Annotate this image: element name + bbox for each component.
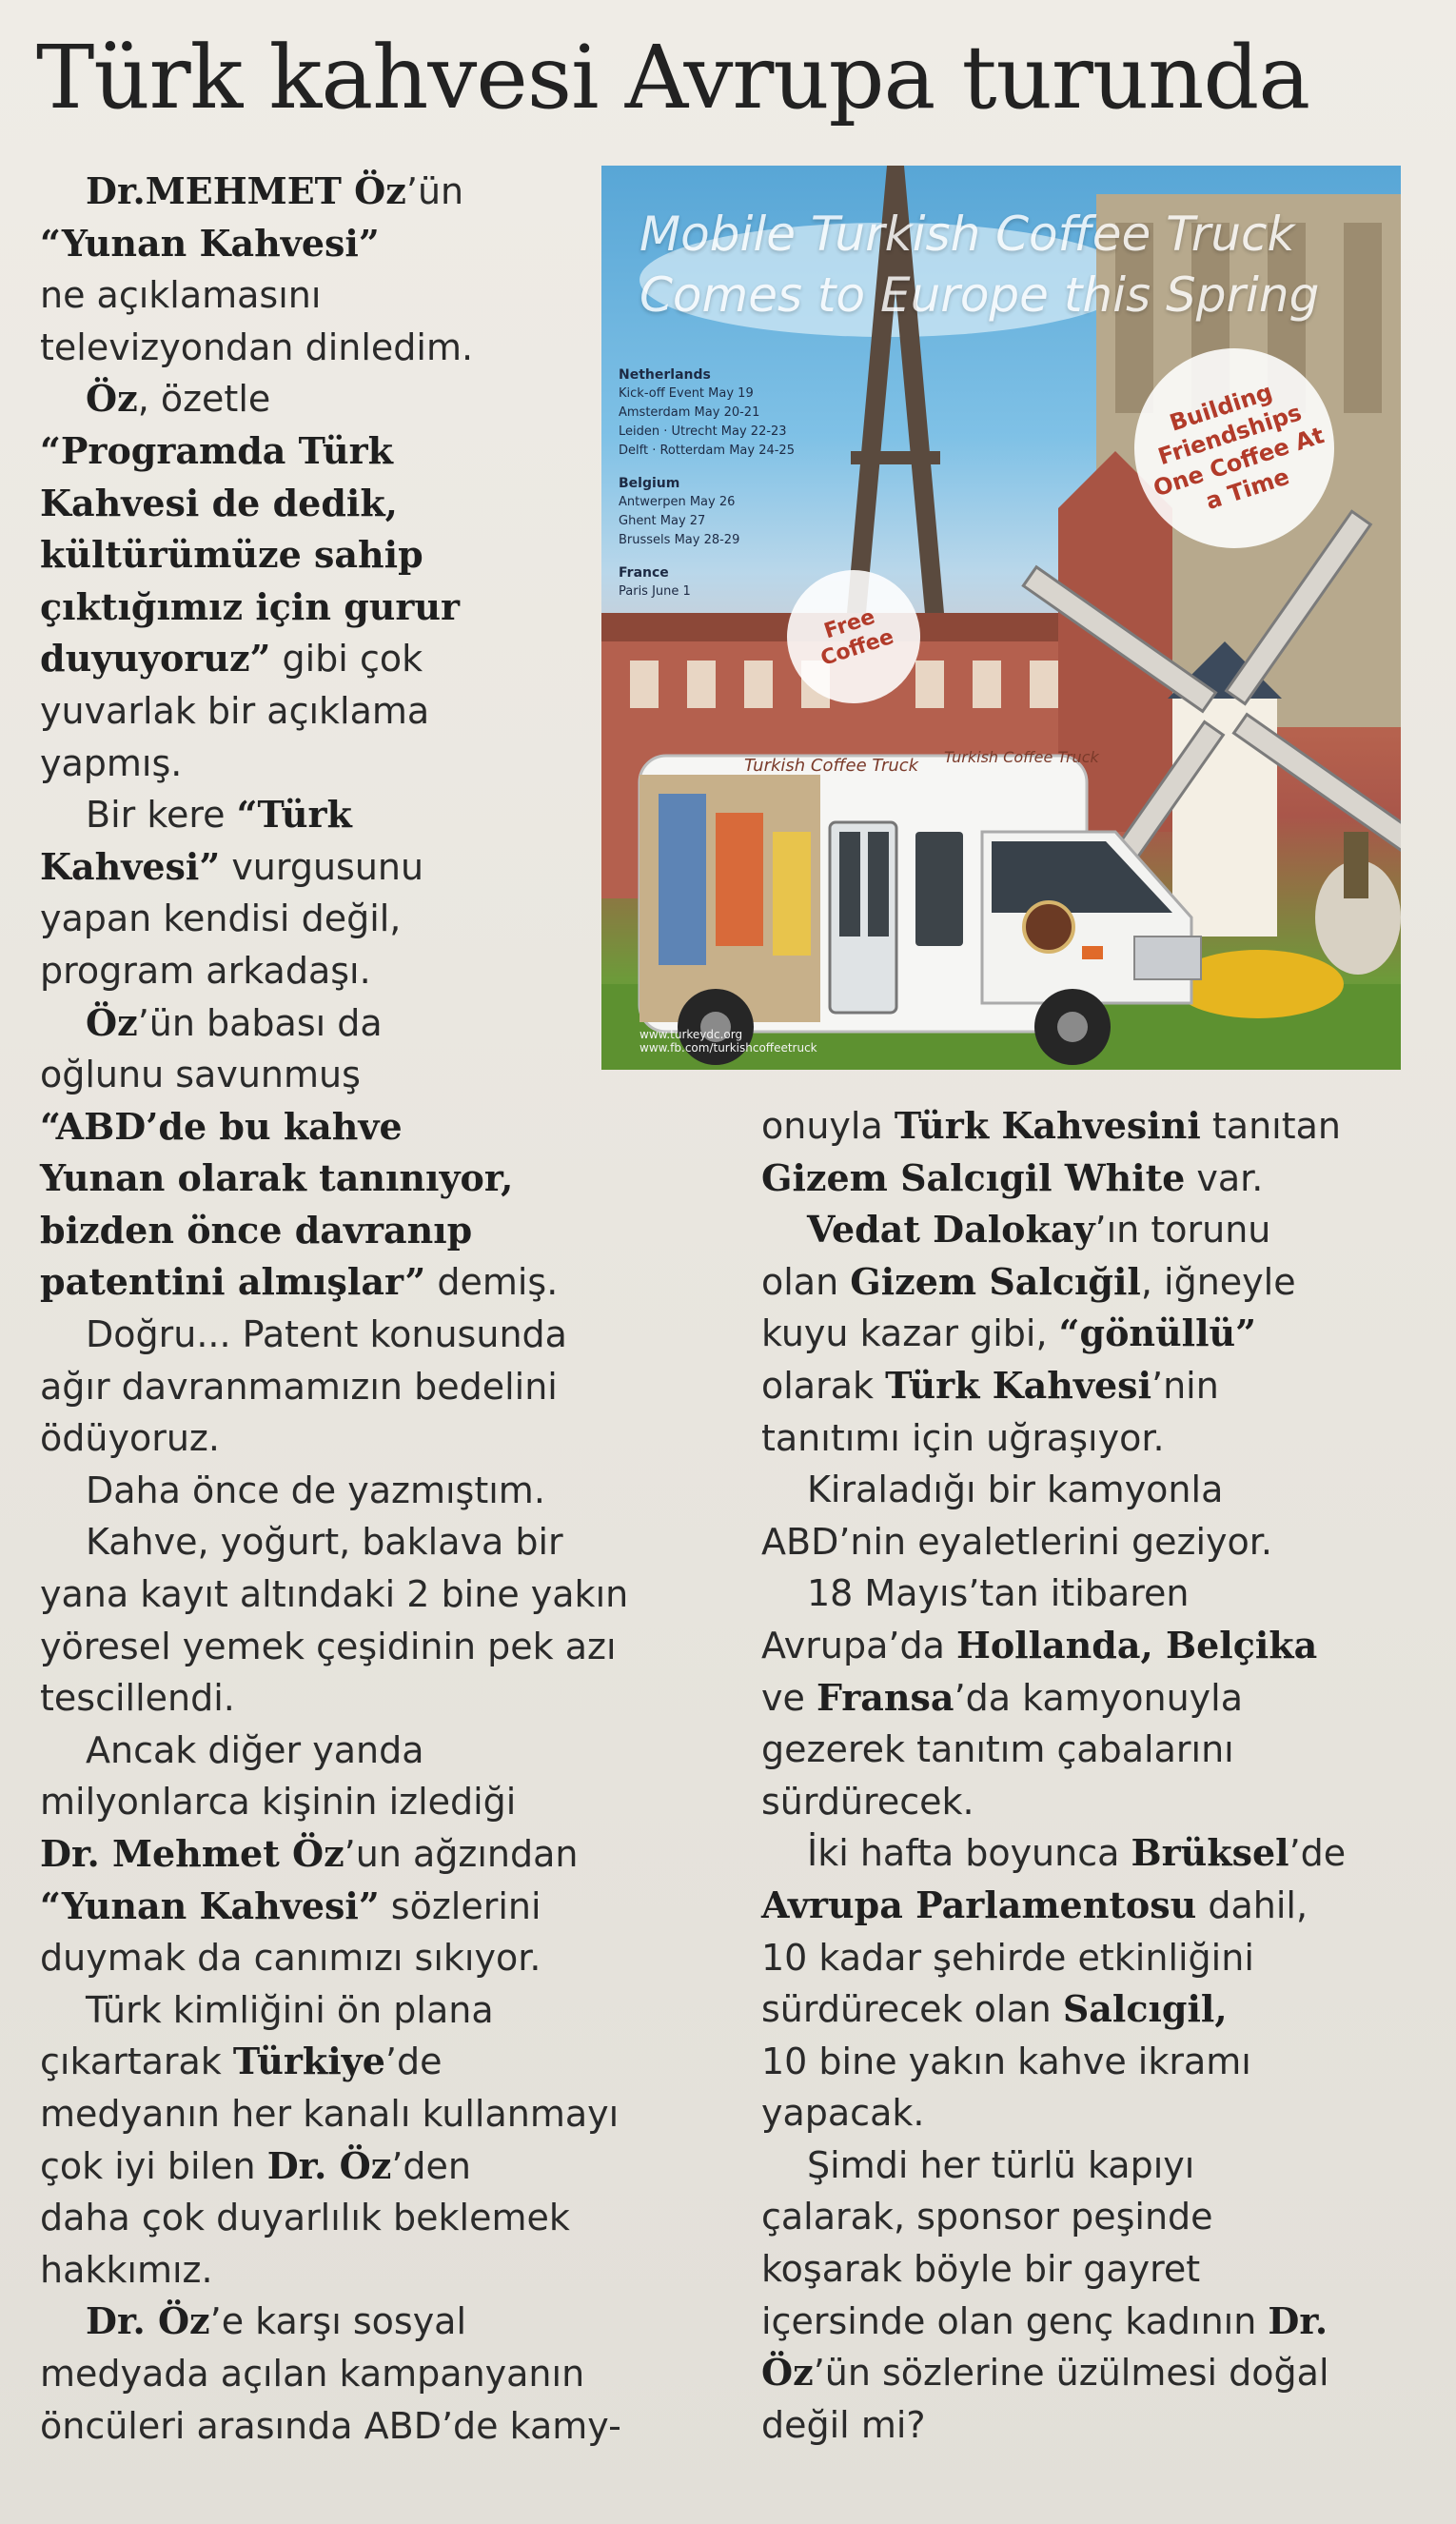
text-run: vurgusunu bbox=[220, 845, 424, 888]
text-run: tanıtımı için uğraşıyor. bbox=[761, 1416, 1165, 1459]
bold-text-run: Türk Kahvesini bbox=[894, 1104, 1201, 1147]
text-run: sürdürecek. bbox=[761, 1780, 974, 1823]
listing-stop: Amsterdam May 20-21 bbox=[619, 405, 760, 420]
text-run: gibi çok bbox=[270, 638, 423, 680]
article-line bbox=[761, 1672, 1427, 1725]
bold-text-run: Öz bbox=[86, 1000, 138, 1044]
text-run: çalarak, sponsor peşinde bbox=[761, 2196, 1213, 2238]
article-line bbox=[761, 2191, 1427, 2243]
article-line bbox=[40, 2036, 706, 2088]
article-line bbox=[761, 1724, 1427, 1776]
text-run: 18 Mayıs’tan itibaren bbox=[807, 1572, 1190, 1615]
bold-text-run: Salcıgil, bbox=[1062, 1987, 1228, 2031]
article-line bbox=[761, 2347, 1427, 2399]
text-run: ne açıklamasını bbox=[40, 274, 322, 317]
bold-text-run: bizden önce davranıp bbox=[40, 1208, 473, 1252]
text-run: ’den bbox=[391, 2144, 471, 2187]
article-line bbox=[40, 1153, 706, 1205]
text-run: çıkartarak bbox=[40, 2041, 233, 2083]
tour-schedule-listing bbox=[619, 365, 837, 615]
text-run: televizyondan dinledim. bbox=[40, 325, 474, 368]
text-run: ’da kamyonuyla bbox=[954, 1676, 1244, 1719]
listing-stop: Brussels May 28-29 bbox=[619, 533, 740, 547]
text-run: medyada açılan kampanyanın bbox=[40, 2352, 585, 2395]
text-run: ’ün babası da bbox=[137, 1001, 383, 1044]
text-run: Ancak diğer yanda bbox=[86, 1728, 424, 1771]
text-run: yapmış. bbox=[40, 741, 183, 784]
article-line bbox=[761, 1153, 1427, 1205]
bold-text-run: “gönüllü” bbox=[1058, 1311, 1257, 1355]
text-run: çok iyi bilen bbox=[40, 2144, 267, 2187]
article-line bbox=[40, 1309, 706, 1361]
banner-line-2: Comes to Europe this Spring bbox=[639, 267, 1320, 323]
bold-text-run: Türk Kahvesi bbox=[885, 1363, 1152, 1407]
article-line bbox=[761, 1568, 1427, 1620]
text-run: daha çok duyarlılık beklemek bbox=[40, 2197, 570, 2239]
article-line bbox=[40, 1361, 706, 1413]
article-line bbox=[761, 2243, 1427, 2296]
article-line bbox=[761, 2087, 1427, 2139]
article-line bbox=[761, 1360, 1427, 1412]
bold-text-run: Kahvesi” bbox=[40, 844, 221, 888]
text-run: oğlunu savunmuş bbox=[40, 1054, 361, 1096]
text-run: yuvarlak bir açıklama bbox=[40, 689, 430, 732]
text-run: yapacak. bbox=[761, 2092, 925, 2135]
text-run: 10 kadar şehirde etkinliğini bbox=[761, 1936, 1254, 1979]
listing-country: Netherlands bbox=[619, 367, 711, 383]
text-run: yapan kendisi değil, bbox=[40, 897, 402, 940]
text-run: Türk kimliğini ön plana bbox=[86, 1988, 494, 2031]
article-line bbox=[761, 1464, 1427, 1516]
article-line bbox=[761, 1932, 1427, 1984]
text-run: ’de bbox=[1289, 1832, 1347, 1875]
text-run: Kahve, yoğurt, baklava bir bbox=[86, 1521, 563, 1564]
listing-stop: Ghent May 27 bbox=[619, 514, 706, 528]
text-run: değil mi? bbox=[761, 2403, 926, 2446]
article-line bbox=[40, 1568, 706, 1621]
text-run: hakkımız. bbox=[40, 2248, 213, 2291]
bold-text-run: Vedat Dalokay bbox=[807, 1208, 1095, 1252]
bold-text-run: duyuyoruz” bbox=[40, 637, 271, 680]
article-line bbox=[40, 2140, 706, 2193]
listing-stop: Leiden · Utrecht May 22-23 bbox=[619, 424, 787, 439]
bold-text-run: Öz bbox=[86, 377, 138, 421]
article-line bbox=[40, 2088, 706, 2140]
article-line bbox=[761, 1516, 1427, 1568]
article-line bbox=[40, 1101, 706, 1154]
article-line bbox=[40, 1672, 706, 1725]
bold-text-run: Öz bbox=[761, 2351, 814, 2395]
text-run: Doğru... Patent konusunda bbox=[86, 1313, 567, 1356]
text-run: tanıtan bbox=[1200, 1105, 1341, 1147]
bold-text-run: “Türk bbox=[236, 793, 352, 837]
article-line bbox=[761, 2139, 1427, 2192]
text-run: ’ün sözlerine üzülmesi doğal bbox=[813, 2352, 1329, 2395]
truck-front-label: Turkish Coffee Truck bbox=[944, 748, 1099, 766]
url-line-1: www.turkeydc.org bbox=[639, 1028, 743, 1041]
photo-banner bbox=[639, 204, 1382, 325]
bold-text-run: Dr. Öz bbox=[86, 2299, 210, 2343]
text-run: İki hafta boyunca bbox=[807, 1832, 1131, 1875]
article-line bbox=[40, 1984, 706, 2037]
article-line bbox=[40, 1205, 706, 1257]
bold-text-run: Gizem Salcığil bbox=[850, 1259, 1141, 1303]
text-run: ve bbox=[761, 1676, 817, 1719]
text-run: gezerek tanıtım çabalarını bbox=[761, 1728, 1234, 1771]
slogan-badge: Building Friendships One Coffee At a Time bbox=[1109, 323, 1361, 575]
text-run: içersinde olan genç kadının bbox=[761, 2299, 1269, 2342]
article-line bbox=[40, 2296, 706, 2348]
listing-spacer bbox=[619, 550, 837, 563]
text-run: ’e karşı sosyal bbox=[209, 2300, 467, 2343]
text-run: ’un ağzından bbox=[344, 1833, 579, 1875]
text-run: tescillendi. bbox=[40, 1677, 235, 1720]
article-line bbox=[40, 1776, 706, 1828]
banner-line-1: Mobile Turkish Coffee Truck bbox=[639, 207, 1295, 262]
article-line bbox=[761, 1620, 1427, 1672]
text-run: yöresel yemek çeşidinin pek azı bbox=[40, 1625, 617, 1667]
text-run: Şimdi her türlü kapıyı bbox=[807, 2143, 1195, 2186]
text-run: kuyu kazar gibi, bbox=[761, 1312, 1059, 1355]
text-run: medyanın her kanalı kullanmayı bbox=[40, 2092, 620, 2135]
bold-text-run: kültürümüze sahip bbox=[40, 533, 423, 577]
photo-urls bbox=[639, 1028, 817, 1055]
bold-text-run: Dr. Öz bbox=[266, 2143, 392, 2187]
bold-text-run: çıktığımız için gurur bbox=[40, 584, 461, 628]
text-run: Kiraladığı bir kamyonla bbox=[807, 1469, 1224, 1511]
article-line bbox=[761, 2296, 1427, 2348]
article-line bbox=[761, 1412, 1427, 1465]
text-run: olarak bbox=[761, 1364, 886, 1407]
listing-country: Belgium bbox=[619, 476, 680, 491]
coffee-truck-photo bbox=[601, 166, 1401, 1070]
free-coffee-badge: Free Coffee bbox=[770, 553, 937, 720]
listing-stop: Antwerpen May 26 bbox=[619, 495, 736, 509]
bold-text-run: Hollanda, Belçika bbox=[955, 1623, 1318, 1666]
bold-text-run: Türkiye bbox=[232, 2040, 385, 2083]
article-line bbox=[40, 1725, 706, 1777]
text-run: 10 bine yakın kahve ikramı bbox=[761, 2040, 1251, 2082]
bold-text-run: “Yunan Kahvesi” bbox=[40, 221, 380, 265]
text-run: Avrupa’da bbox=[761, 1624, 956, 1666]
article-line bbox=[40, 1516, 706, 1568]
article-line bbox=[40, 2192, 706, 2244]
article-line bbox=[40, 1932, 706, 1984]
bold-text-run: Dr. bbox=[1268, 2298, 1328, 2342]
text-run: duymak da canımızı sıkıyor. bbox=[40, 1937, 541, 1980]
text-run: ’nin bbox=[1151, 1364, 1219, 1407]
text-run: dahil, bbox=[1196, 1883, 1308, 1926]
text-run: olan bbox=[761, 1260, 851, 1303]
headline: Türk kahvesi Avrupa turunda bbox=[36, 27, 1310, 128]
text-run: öncüleri arasında ABD’de kamy- bbox=[40, 2404, 621, 2447]
text-run: , özetle bbox=[137, 378, 271, 421]
article-line bbox=[761, 2036, 1427, 2088]
text-run: ağır davranmamızın bedelini bbox=[40, 1365, 558, 1408]
article-line bbox=[40, 1256, 706, 1309]
article-line bbox=[761, 1204, 1427, 1256]
text-run: ’ın torunu bbox=[1094, 1209, 1271, 1252]
text-run: sözlerini bbox=[379, 1884, 541, 1927]
bold-text-run: Kahvesi de dedik, bbox=[40, 481, 398, 524]
text-run: milyonlarca kişinin izlediği bbox=[40, 1781, 517, 1824]
article-line bbox=[761, 1308, 1427, 1360]
bold-text-run: “Programda Türk bbox=[40, 428, 393, 472]
text-run: ödüyoruz. bbox=[40, 1417, 220, 1460]
bold-text-run: Avrupa Parlamentosu bbox=[761, 1883, 1197, 1926]
bold-text-run: Dr. Mehmet Öz bbox=[40, 1832, 344, 1875]
article-line bbox=[40, 1465, 706, 1517]
text-run: ’ün bbox=[405, 170, 464, 212]
bold-text-run: Yunan olarak tanınıyor, bbox=[40, 1156, 514, 1200]
article-line bbox=[40, 2400, 706, 2453]
article-line bbox=[40, 2244, 706, 2297]
article-line bbox=[761, 1776, 1427, 1828]
article-line bbox=[761, 1827, 1427, 1880]
text-run: ’de bbox=[384, 2041, 443, 2083]
article-line bbox=[761, 1983, 1427, 2036]
article-line bbox=[40, 1881, 706, 1933]
text-run: Daha önce de yazmıştım. bbox=[86, 1469, 545, 1511]
article-line bbox=[761, 2399, 1427, 2452]
text-run: demiş. bbox=[425, 1261, 559, 1304]
bold-text-run: patentini almışlar” bbox=[40, 1260, 426, 1304]
text-run: var. bbox=[1185, 1156, 1264, 1199]
article-line bbox=[761, 1100, 1427, 1153]
bold-text-run: “ABD’de bu kahve bbox=[40, 1104, 403, 1148]
url-line-2: www.fb.com/turkishcoffeetruck bbox=[639, 1041, 817, 1055]
text-run: sürdürecek olan bbox=[761, 1988, 1063, 2031]
article-line bbox=[40, 1621, 706, 1673]
text-run: yana kayıt altındaki 2 bine yakın bbox=[40, 1573, 629, 1616]
text-run: ABD’nin eyaletlerini geziyor. bbox=[761, 1520, 1272, 1563]
article-line bbox=[40, 2348, 706, 2400]
listing-stop: Kick-off Event May 19 bbox=[619, 386, 754, 401]
bold-text-run: Brüksel bbox=[1131, 1831, 1289, 1875]
text-run: koşarak böyle bir gayret bbox=[761, 2248, 1201, 2291]
article-line bbox=[40, 1828, 706, 1881]
text-run: , iğneyle bbox=[1140, 1260, 1296, 1303]
text-run: onuyla bbox=[761, 1105, 895, 1147]
bold-text-run: Fransa bbox=[816, 1675, 954, 1719]
bold-text-run: “Yunan Kahvesi” bbox=[40, 1883, 380, 1927]
article-column-right bbox=[761, 1100, 1427, 2451]
listing-stop: Paris June 1 bbox=[619, 584, 691, 599]
article-line bbox=[40, 1412, 706, 1465]
bold-text-run: Dr.MEHMET Öz bbox=[86, 169, 406, 212]
article-line bbox=[761, 1880, 1427, 1932]
listing-stop: Delft · Rotterdam May 24-25 bbox=[619, 444, 795, 458]
listing-country: France bbox=[619, 565, 669, 581]
listing-spacer bbox=[619, 461, 837, 474]
article-line bbox=[761, 1256, 1427, 1309]
bold-text-run: Gizem Salcıgil White bbox=[761, 1155, 1186, 1199]
truck-side-label: Turkish Coffee Truck bbox=[744, 756, 919, 776]
text-run: Bir kere bbox=[86, 794, 237, 837]
text-run: program arkadaşı. bbox=[40, 949, 371, 992]
